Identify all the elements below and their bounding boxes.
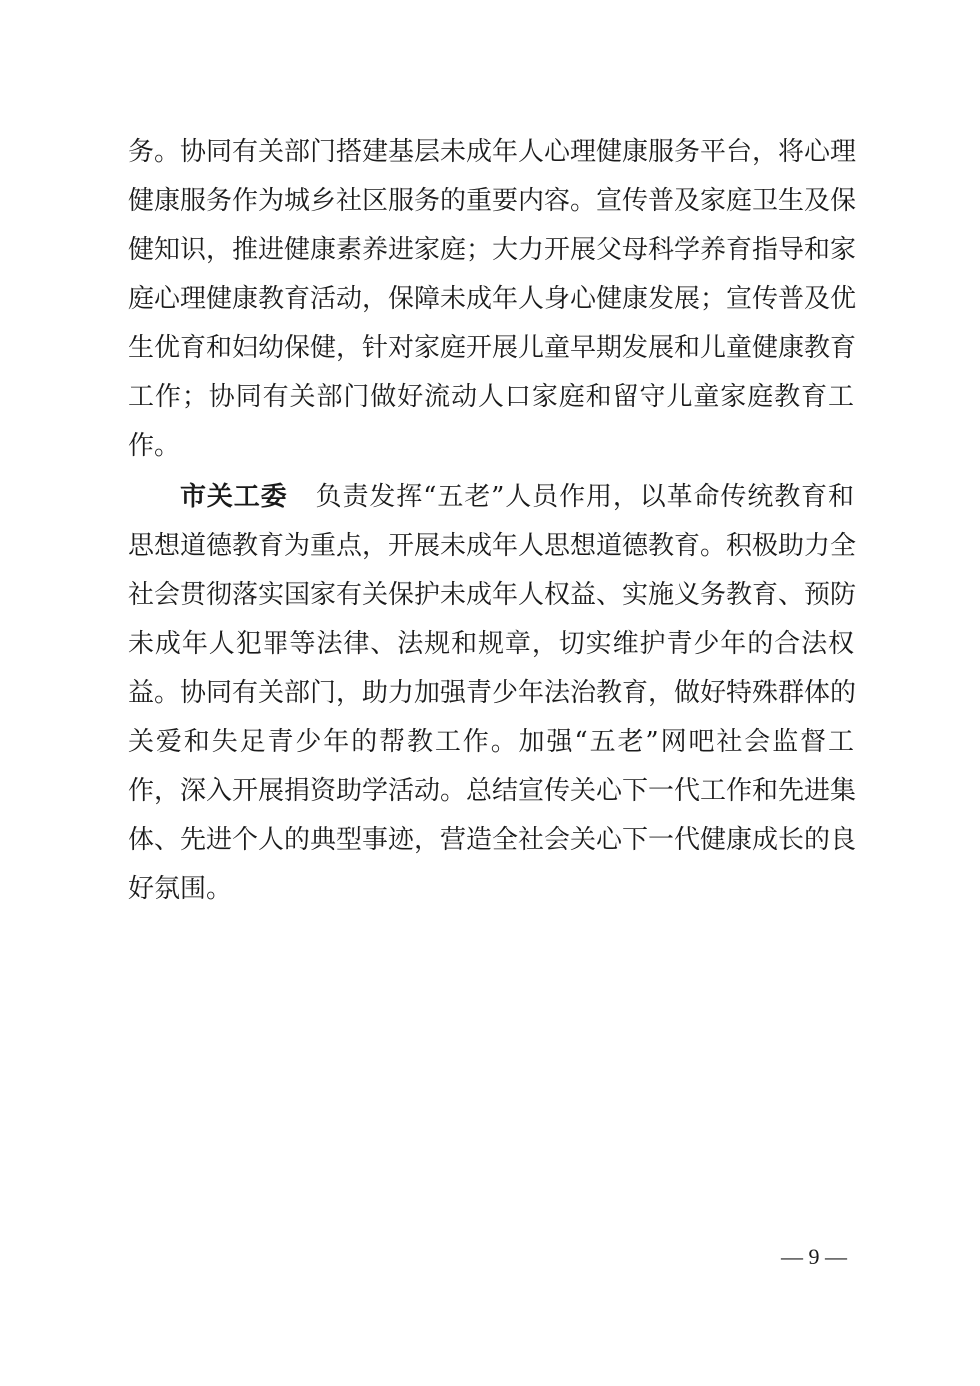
text-line: 工作；协同有关部门做好流动人口家庭和留守儿童家庭教育工 xyxy=(128,382,854,412)
text-line: 作，深入开展捐资助学活动。总结宣传关心下一代工作和先进集 xyxy=(128,776,857,806)
text-line: 健康服务作为城乡社区服务的重要内容。宣传普及家庭卫生及保 xyxy=(128,186,857,216)
text-line: 思想道德教育为重点，开展未成年人思想道德教育。积极助力全 xyxy=(128,531,857,561)
text-line: 好氛围。 xyxy=(128,874,233,904)
text-line: 健知识，推进健康素养进家庭；大力开展父母科学养育指导和家 xyxy=(128,235,857,265)
text-line: 务。协同有关部门搭建基层未成年人心理健康服务平台，将心理 xyxy=(128,137,857,167)
text-line: 庭心理健康教育活动，保障未成年人身心健康发展；宣传普及优 xyxy=(128,284,857,314)
text-line: 生优育和妇幼保健，针对家庭开展儿童早期发展和儿童健康教育 xyxy=(128,333,857,363)
page-number: — 9 — xyxy=(781,1244,847,1269)
text-line: 益。协同有关部门，助力加强青少年法治教育，做好特殊群体的 xyxy=(128,678,857,708)
paragraph-first-line xyxy=(128,477,854,517)
text-line: 未成年人犯罪等法律、法规和规章，切实维护青少年的合法权 xyxy=(128,629,854,659)
text-line: 关爱和失足青少年的帮教工作。加强“五老”网吧社会监督工 xyxy=(128,727,854,757)
text-line: 负责发挥“五老”人员作用，以革命传统教育和 xyxy=(315,482,854,512)
text-line: 作。 xyxy=(128,431,181,461)
text-line: 社会贯彻落实国家有关保护未成年人权益、实施义务教育、预防 xyxy=(128,580,857,610)
text-line: 体、先进个人的典型事迹，营造全社会关心下一代健康成长的良 xyxy=(128,825,857,855)
section-heading: 市关工委 xyxy=(180,482,288,512)
